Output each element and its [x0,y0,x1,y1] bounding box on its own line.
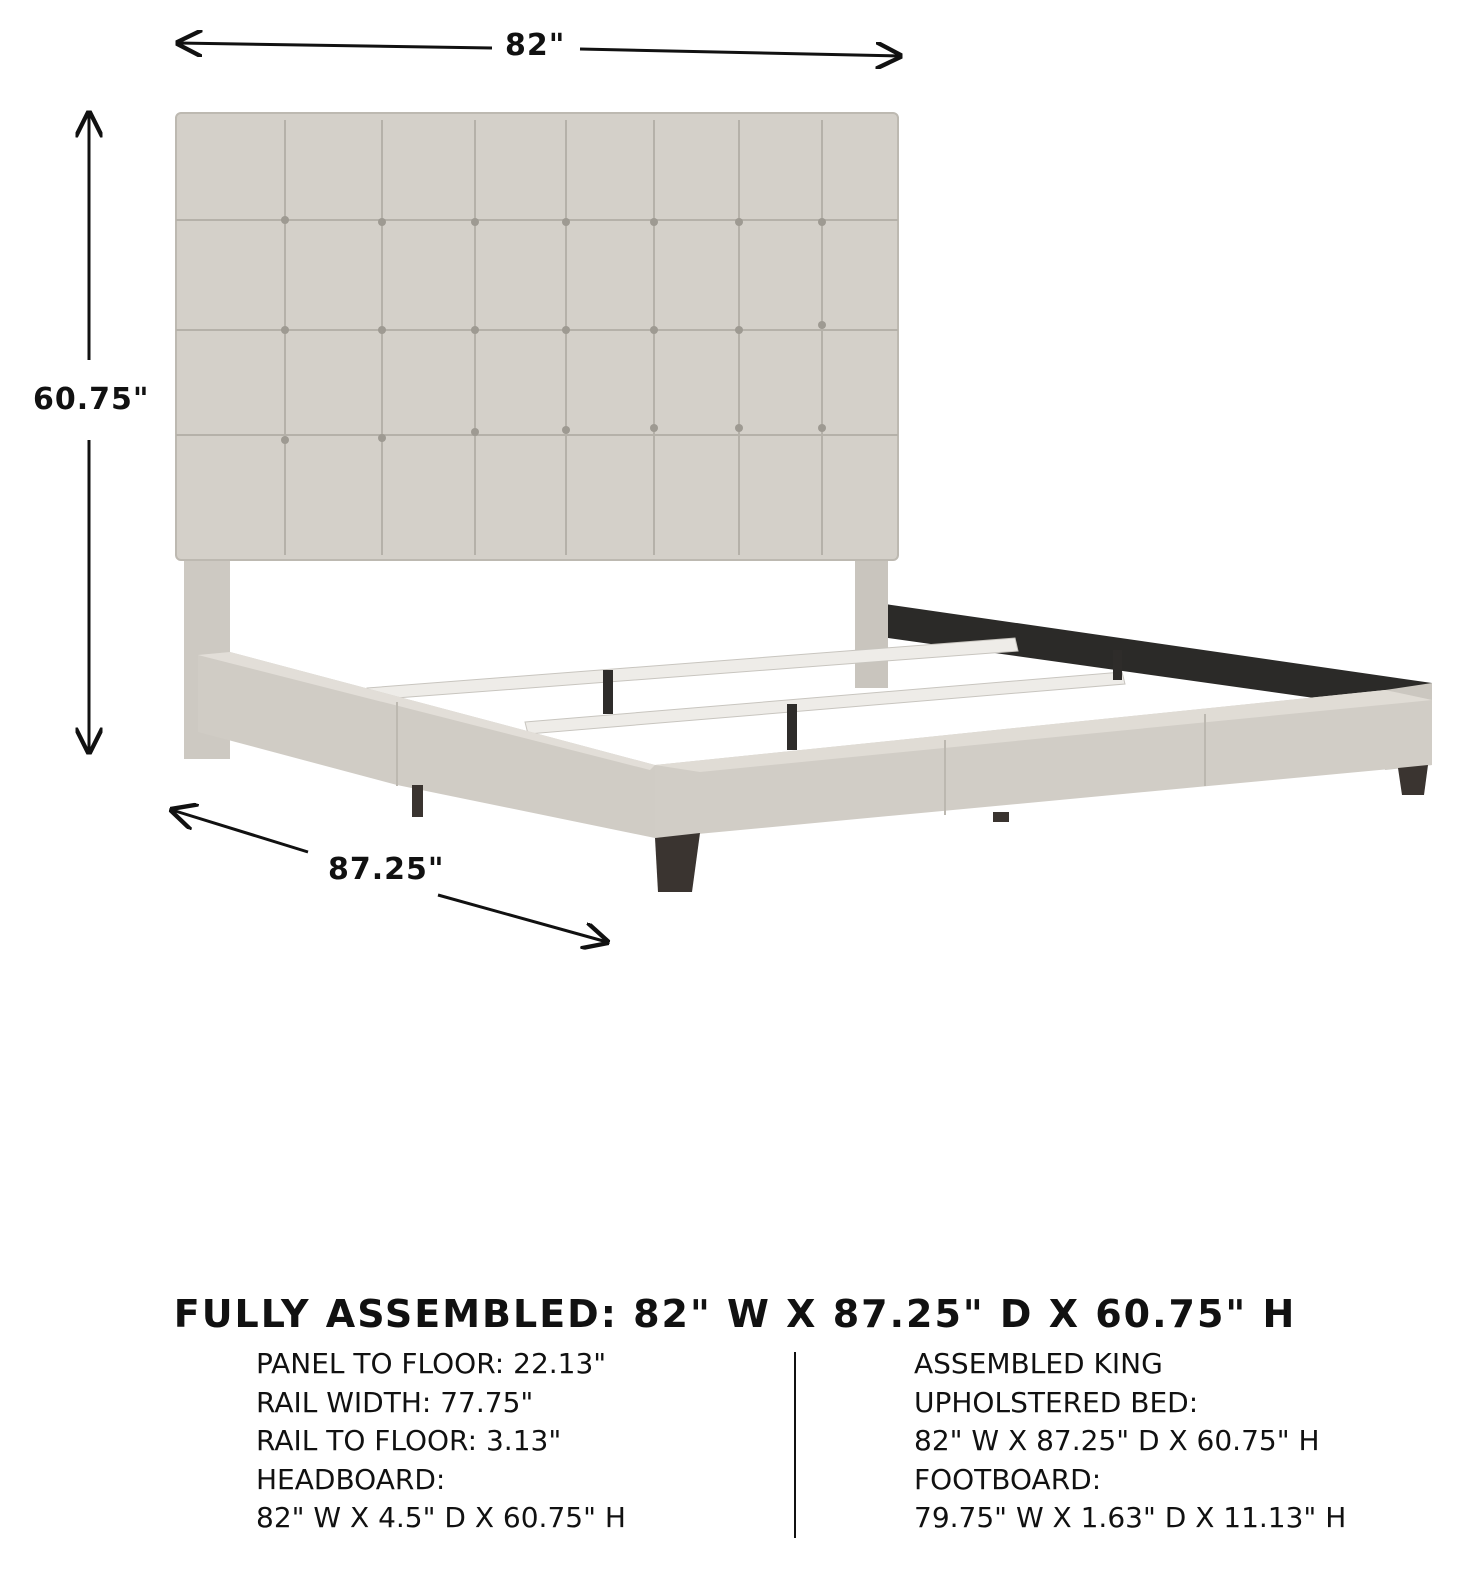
height-dimension-label: 60.75" [33,382,150,417]
left-specs-list [256,1345,626,1538]
spec-line: ASSEMBLED KING [914,1347,1163,1380]
spec-line: 82" W X 4.5" D X 60.75" H [256,1501,626,1534]
depth-dimension-label: 87.25" [328,852,445,887]
column-divider [794,1352,796,1538]
right-specs-list [914,1345,1346,1538]
spec-line: 79.75" W X 1.63" D X 11.13" H [914,1501,1347,1534]
spec-line: 82" W X 87.25" D X 60.75" H [914,1424,1320,1457]
spec-line: HEADBOARD: [256,1462,446,1496]
spec-line: UPHOLSTERED BED: [914,1385,1199,1419]
width-dimension-label: 82" [505,28,566,63]
width-arrow-right [580,49,900,56]
spec-line: FOOTBOARD: [914,1462,1102,1496]
width-arrow-left [178,43,492,48]
spec-line: PANEL TO FLOOR: 22.13" [256,1347,607,1380]
depth-arrow-right [438,895,607,942]
spec-line: RAIL WIDTH: 77.75" [256,1385,534,1419]
depth-arrow-left [172,810,308,852]
spec-line: RAIL TO FLOOR: 3.13" [256,1424,562,1457]
headboard [176,113,898,560]
assembled-dimensions-title: FULLY ASSEMBLED: 82" W X 87.25" D X 60.75" H [173,1292,1297,1336]
